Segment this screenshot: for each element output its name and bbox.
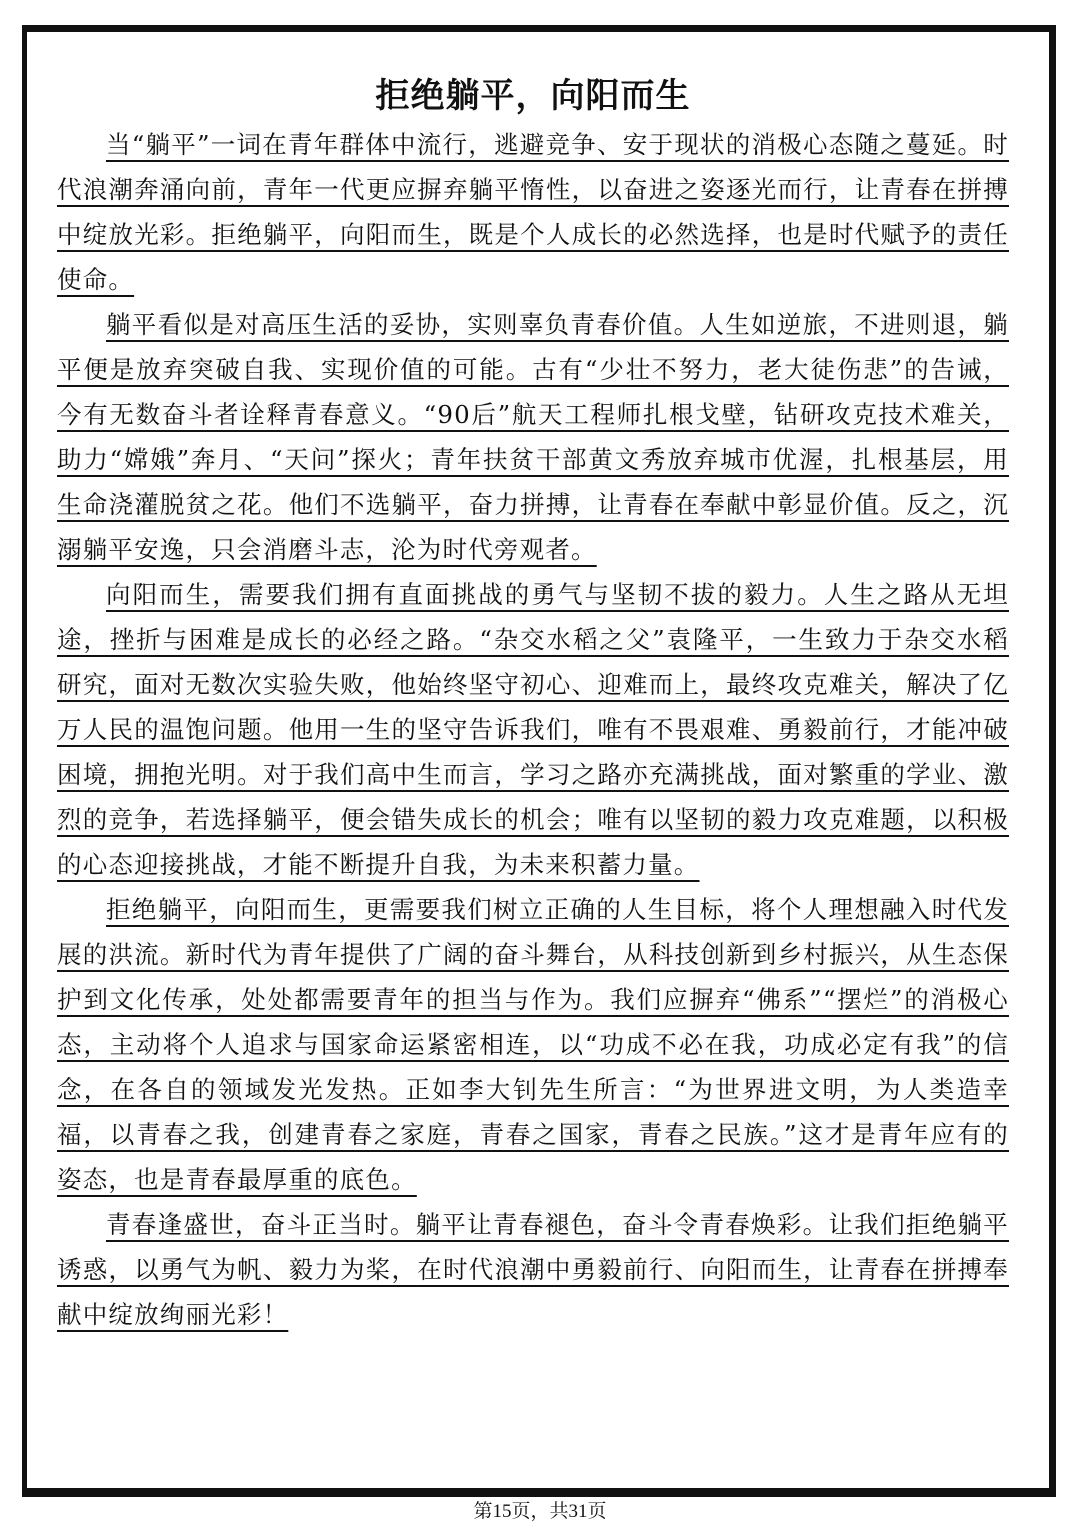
- paragraph-text: 青春逢盛世，奋斗正当时。躺平让青春褪色，奋斗令青春焕彩。让我们拒绝躺平诱惑，以勇气为帆、毅力为桨，在时代浪潮中勇毅前行、向阳而生，让青春在拼搏奉献中绽放绚丽光彩！: [57, 1210, 1009, 1329]
- essay-paragraph-4: [57, 887, 1009, 1202]
- page-number-footer: 第15页，共31页: [473, 1501, 607, 1522]
- paragraph-text: 向阳而生，需要我们拥有直面挑战的勇气与坚韧不拔的毅力。人生之路从无坦途，挫折与困难是成长的必经之路。“杂交水稻之父”袁隆平，一生致力于杂交水稻研究，面对无数次实验失败，他始终坚守初心、迎难而上，最终攻克难关，解决了亿万人民的温饱问题。他用一生的坚守告诉我们，唯有不畏艰难、勇毅前行，才能冲破困境，拥抱光明。对于我们高中生而言，学习之路亦充满挑战，面对繁重的学业、激烈的竞争，若选择躺平，便会错失成长的机会；唯有以坚韧的毅力攻克难题，以积极的心态迎接挑战，才能不断提升自我，为未来积蓄力量。: [57, 580, 1009, 879]
- essay-paragraph-3: [57, 572, 1009, 887]
- paragraph-text: 躺平看似是对高压生活的妥协，实则辜负青春价值。人生如逆旅，不进则退，躺平便是放弃突破自我、实现价值的可能。古有“少壮不努力，老大徒伤悲”的告诫，今有无数奋斗者诠释青春意义。“90后”航天工程师扎根戈壁，钻研攻克技术难关，助力“嫦娥”奔月、“天问”探火；青年扶贫干部黄文秀放弃城市优渥，扎根基层，用生命浇灌脱贫之花。他们不选躺平，奋力拼搏，让青春在奉献中彰显价值。反之，沉溺躺平安逸，只会消磨斗志，沦为时代旁观者。: [57, 310, 1009, 564]
- essay-paragraph-2: [57, 302, 1009, 572]
- paragraph-text: 拒绝躺平，向阳而生，更需要我们树立正确的人生目标，将个人理想融入时代发展的洪流。新时代为青年提供了广阔的奋斗舞台，从科技创新到乡村振兴，从生态保护到文化传承，处处都需要青年的担当与作为。我们应摒弃“佛系”“摆烂”的消极心态，主动将个人追求与国家命运紧密相连，以“功成不必在我，功成必定有我”的信念，在各自的领域发光发热。正如李大钊先生所言：“为世界进文明，为人类造幸福，以青春之我，创建青春之家庭，青春之国家，青春之民族。”这才是青年应有的姿态，也是青春最厚重的底色。: [57, 895, 1009, 1194]
- essay-body: [57, 76, 1009, 1337]
- essay-paragraph-5: [57, 1202, 1009, 1337]
- paragraph-text: 当“躺平”一词在青年群体中流行，逃避竞争、安于现状的消极心态随之蔓延。时代浪潮奔涌向前，青年一代更应摒弃躺平惰性，以奋进之姿逐光而行，让青春在拼搏中绽放光彩。拒绝躺平，向阳而生，既是个人成长的必然选择，也是时代赋予的责任使命。: [57, 130, 1009, 294]
- page-frame: [22, 25, 1056, 1497]
- essay-title: 拒绝躺平，向阳而生: [375, 76, 691, 116]
- essay-paragraph-1: [57, 122, 1009, 302]
